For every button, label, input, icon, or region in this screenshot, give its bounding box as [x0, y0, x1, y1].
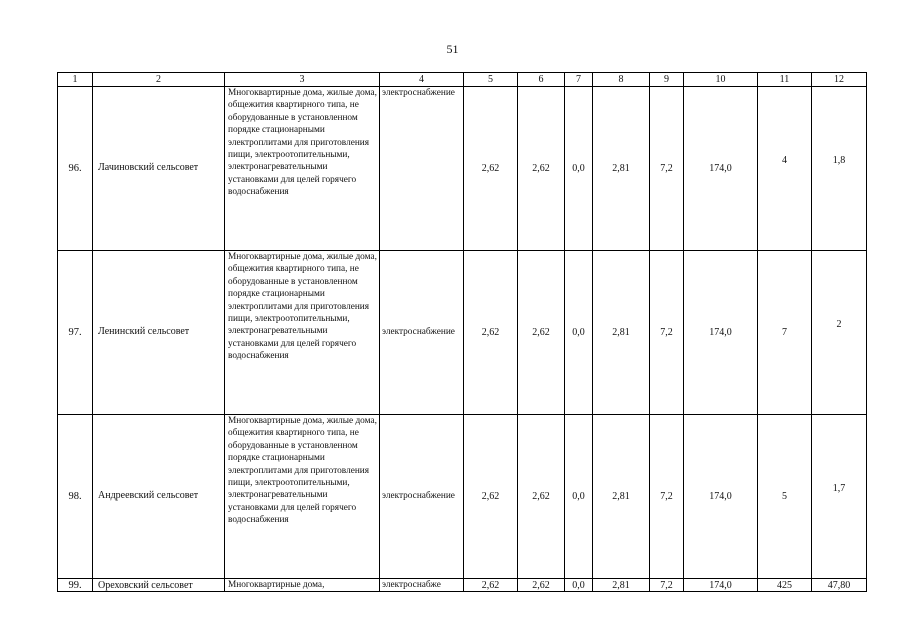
housing-description: Многоквартирные дома, [225, 579, 380, 592]
utility-type: электроснабже [380, 579, 464, 592]
value-col-11: 425 [758, 579, 812, 592]
value-col-7: 0,0 [565, 87, 593, 251]
tariff-table [57, 72, 867, 592]
value-col-12: 47,80 [812, 579, 867, 592]
row-number: 96. [58, 87, 93, 251]
table-row [58, 579, 867, 592]
value-col-9: 7,2 [650, 87, 684, 251]
row-number: 97. [58, 251, 93, 415]
value-col-5: 2,62 [464, 415, 518, 579]
value-col-8: 2,81 [593, 251, 650, 415]
value-col-5: 2,62 [464, 579, 518, 592]
value-col-6: 2,62 [518, 87, 565, 251]
value-col-7: 0,0 [565, 579, 593, 592]
value-col-9: 7,2 [650, 251, 684, 415]
value-col-12: 1,7 [812, 415, 867, 579]
utility-type: электроснабжение [380, 87, 464, 251]
value-col-11: 7 [758, 251, 812, 415]
header-col-6: 6 [518, 73, 565, 87]
header-col-10: 10 [684, 73, 758, 87]
value-col-7: 0,0 [565, 415, 593, 579]
table-row [58, 251, 867, 415]
value-col-9: 7,2 [650, 415, 684, 579]
value-col-11: 4 [758, 87, 812, 251]
housing-description: Многоквартирные дома, жилые дома, общежития квартирного типа, не оборудованные в установленном порядке стационарными электроплитами для приготовления пищи, электроотопительными, электронагревательными установками для целей горячего водоснабжения [225, 415, 380, 579]
row-number: 98. [58, 415, 93, 579]
value-col-6: 2,62 [518, 415, 565, 579]
value-col-5: 2,62 [464, 87, 518, 251]
settlement-name: Андреевский сельсовет [93, 415, 225, 579]
utility-type: электроснабжение [380, 251, 464, 415]
row-number: 99. [58, 579, 93, 592]
value-col-5: 2,62 [464, 251, 518, 415]
value-col-10: 174,0 [684, 579, 758, 592]
value-col-7: 0,0 [565, 251, 593, 415]
value-col-10: 174,0 [684, 251, 758, 415]
value-col-9: 7,2 [650, 579, 684, 592]
settlement-name: Лачиновский сельсовет [93, 87, 225, 251]
header-col-8: 8 [593, 73, 650, 87]
housing-description: Многоквартирные дома, жилые дома, общежития квартирного типа, не оборудованные в установленном порядке стационарными электроплитами для приготовления пищи, электроотопительными, электронагревательными установками для целей горячего водоснабжения [225, 251, 380, 415]
page-number: 51 [446, 42, 459, 56]
value-col-12: 1,8 [812, 87, 867, 251]
settlement-name: Ленинский сельсовет [93, 251, 225, 415]
column-number-row [58, 73, 867, 87]
table-row [58, 87, 867, 251]
header-col-9: 9 [650, 73, 684, 87]
value-col-11: 5 [758, 415, 812, 579]
header-col-12: 12 [812, 73, 867, 87]
value-col-10: 174,0 [684, 87, 758, 251]
table-row [58, 415, 867, 579]
value-col-6: 2,62 [518, 251, 565, 415]
settlement-name: Ореховский сельсовет [93, 579, 225, 592]
header-col-11: 11 [758, 73, 812, 87]
header-col-3: 3 [225, 73, 380, 87]
header-col-2: 2 [93, 73, 225, 87]
header-col-4: 4 [380, 73, 464, 87]
value-col-8: 2,81 [593, 87, 650, 251]
header-col-1: 1 [58, 73, 93, 87]
value-col-12: 2 [812, 251, 867, 415]
header-col-7: 7 [565, 73, 593, 87]
header-col-5: 5 [464, 73, 518, 87]
value-col-6: 2,62 [518, 579, 565, 592]
value-col-8: 2,81 [593, 579, 650, 592]
utility-type: электроснабжение [380, 415, 464, 579]
value-col-8: 2,81 [593, 415, 650, 579]
value-col-10: 174,0 [684, 415, 758, 579]
housing-description: Многоквартирные дома, жилые дома, общежития квартирного типа, не оборудованные в установленном порядке стационарными электроплитами для приготовления пищи, электроотопительными, электронагревательными установками для целей горячего водоснабжения [225, 87, 380, 251]
